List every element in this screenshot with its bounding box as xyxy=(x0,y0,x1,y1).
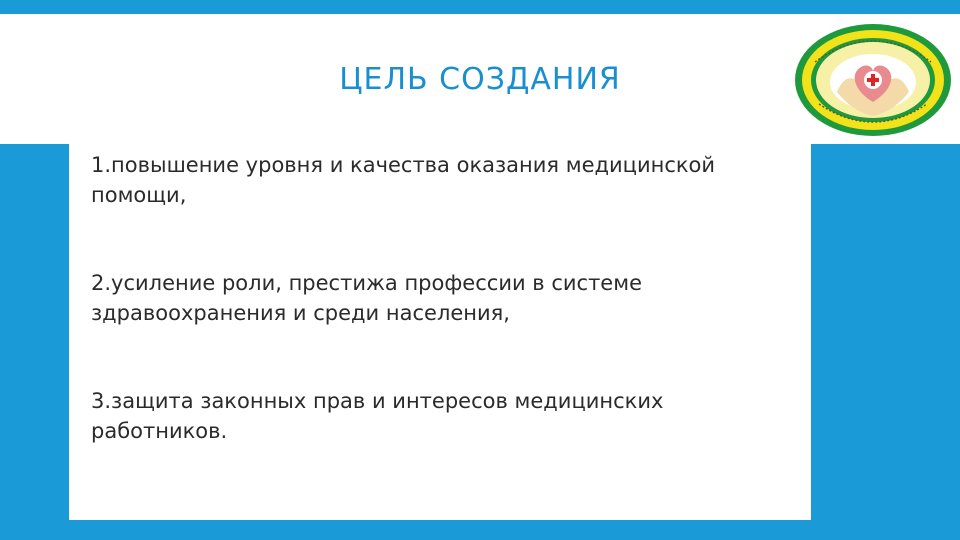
emblem-graphic xyxy=(793,22,953,142)
goal-item-2: 2.усиление роли, престижа профессии в системе здравоохранения и среди населения, xyxy=(91,271,642,325)
content-panel xyxy=(69,144,811,520)
goal-item-1: 1.повышение уровня и качества оказания медицинской помощи, xyxy=(91,153,716,207)
medical-emblem-icon xyxy=(793,22,953,142)
goal-item-3: 3.защита законных прав и интересов медицинских работников. xyxy=(91,389,664,443)
slide-title: ЦЕЛЬ СОЗДАНИЯ xyxy=(339,62,621,97)
